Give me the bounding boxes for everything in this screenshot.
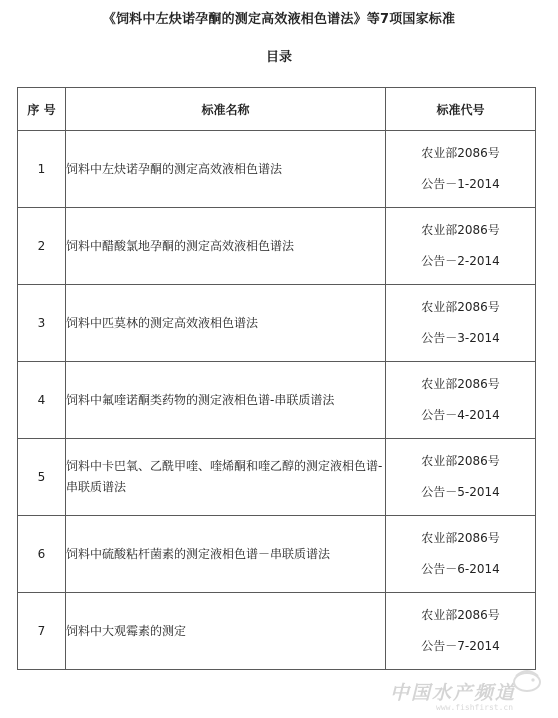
- document-title: 《饲料中左炔诺孕酮的测定高效液相色谱法》等7项国家标准: [102, 12, 456, 27]
- row-standard-name: 饲料中大观霉素的测定: [66, 593, 386, 670]
- table-header-row: [18, 88, 536, 131]
- row-standard-name: 饲料中卡巴氧、乙酰甲喹、喹烯酮和喹乙醇的测定液相色谱-串联质谱法: [66, 439, 386, 516]
- row-number: 1: [18, 131, 66, 208]
- row-standard-code: [386, 208, 536, 285]
- row-standard-name: 饲料中硫酸粘杆菌素的测定液相色谱－串联质谱法: [66, 516, 386, 593]
- row-number: 3: [18, 285, 66, 362]
- table-row: [18, 439, 536, 516]
- row-standard-name: 饲料中氟喹诺酮类药物的测定液相色谱-串联质谱法: [66, 362, 386, 439]
- standards-table: [17, 87, 536, 670]
- code-line-1: 农业部2086号: [421, 377, 500, 391]
- table-row: [18, 516, 536, 593]
- code-line-2: 公告－7-2014: [421, 639, 500, 653]
- table-row: [18, 285, 536, 362]
- site-watermark: [384, 676, 554, 716]
- row-number: 5: [18, 439, 66, 516]
- code-line-1: 农业部2086号: [421, 608, 500, 622]
- row-standard-code: [386, 593, 536, 670]
- code-line-2: 公告－5-2014: [421, 485, 500, 499]
- header-standard-name: 标准名称: [66, 88, 386, 131]
- row-standard-name: 饲料中醋酸氯地孕酮的测定高效液相色谱法: [66, 208, 386, 285]
- table-row: [18, 208, 536, 285]
- row-number: 2: [18, 208, 66, 285]
- code-line-2: 公告－4-2014: [421, 408, 500, 422]
- code-line-1: 农业部2086号: [421, 146, 500, 160]
- row-standard-code: [386, 439, 536, 516]
- code-line-2: 公告－2-2014: [421, 254, 500, 268]
- code-line-2: 公告－1-2014: [421, 177, 500, 191]
- document-subtitle: 目录: [265, 50, 292, 65]
- table-row: [18, 593, 536, 670]
- row-number: 7: [18, 593, 66, 670]
- fish-logo-icon: [510, 666, 544, 696]
- header-number: 序 号: [18, 88, 66, 131]
- row-standard-name: 饲料中左炔诺孕酮的测定高效液相色谱法: [66, 131, 386, 208]
- watermark-text: 中国水产频道: [390, 682, 517, 704]
- row-number: 6: [18, 516, 66, 593]
- code-line-1: 农业部2086号: [421, 531, 500, 545]
- code-line-1: 农业部2086号: [421, 300, 500, 314]
- watermark-url: www.fishfirst.cn: [436, 703, 514, 712]
- code-line-1: 农业部2086号: [421, 454, 500, 468]
- row-number: 4: [18, 362, 66, 439]
- row-standard-code: [386, 516, 536, 593]
- table-row: [18, 362, 536, 439]
- row-standard-name: 饲料中匹莫林的测定高效液相色谱法: [66, 285, 386, 362]
- header-standard-code: 标准代号: [386, 88, 536, 131]
- row-standard-code: [386, 131, 536, 208]
- code-line-2: 公告－6-2014: [421, 562, 500, 576]
- row-standard-code: [386, 285, 536, 362]
- code-line-2: 公告－3-2014: [421, 331, 500, 345]
- row-standard-code: [386, 362, 536, 439]
- table-row: [18, 131, 536, 208]
- code-line-1: 农业部2086号: [421, 223, 500, 237]
